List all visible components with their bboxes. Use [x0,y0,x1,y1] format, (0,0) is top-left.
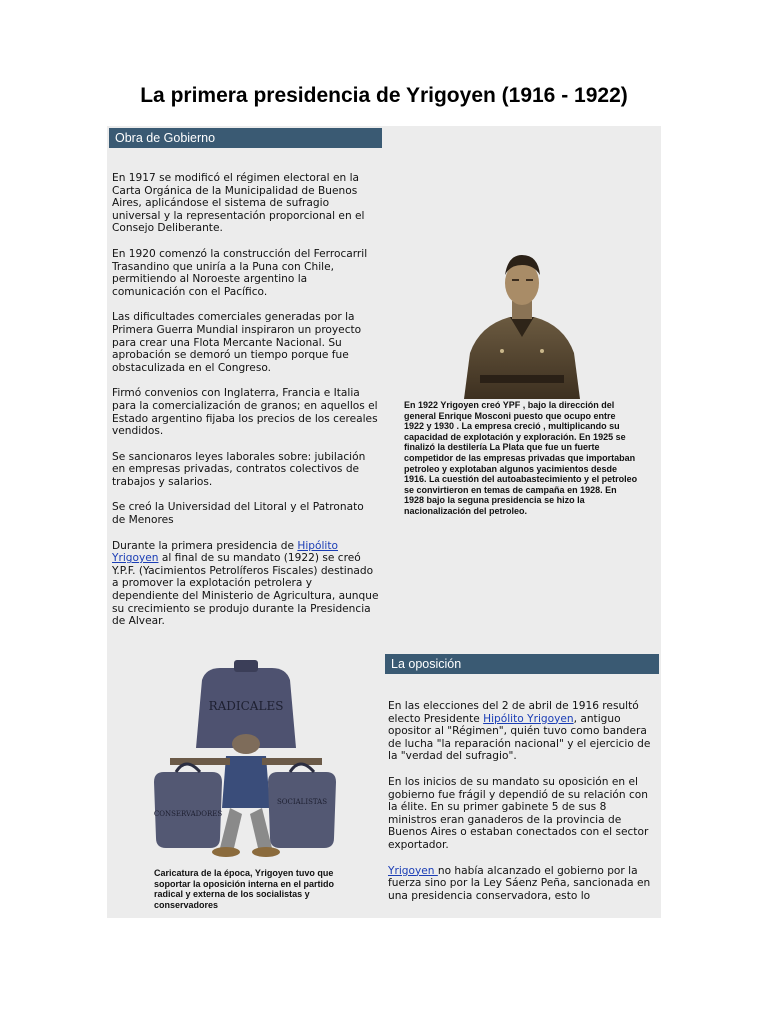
mosconi-caption: En 1922 Yrigoyen creó YPF , bajo la dirección del general Enrique Mosconi puesto que ocupo entre 1922 y 1930 . La empresa creció , multiplicando su capacidad de explotación y exploración. En 1925 se finalizó la destilería La Plata que fue un fuerte competidor de las empresas privadas que importaban petroleo y explotaban algunos yacimientos desde 1916. La cuestión del autoabastecimiento y el petroleo se convirtieron en temas de campaña en 1928. En 1928 bajo la seguna presidencia se hizo la nacionalización del petroleo. [404,400,638,516]
oposicion-paragraph: En los inicios de su mandato su oposición en el gobierno fue frágil y dependió de su relación con la élite. En su primer gabinete 5 de sus 8 ministros eran ganaderos de la provincia de Buenos Aires o estaban conectados con el sector exportador. [388,775,649,851]
obra-last-text: al final de su mandato (1922) se creó Y.P.F. (Yacimientos Petrolíferos Fiscales) destinado a promover la explotación petrolera y dependiente del Ministerio de Agricultura, aunque su crecimiento se produjo durante la Presidencia de Alvear. [112,552,379,628]
obra-paragraph: En 1920 comenzó la construcción del Ferrocarril Trasandino que uniría a la Puna con Chile, permitiendo al Noroeste argentino la comunicación con el Pacífico. [112,247,368,298]
oposicion-p3-text: no había alcanzado el gobierno por la fuerza sino por la Ley Sáenz Peña, sancionada en una presidencia conservadora, esto lo [388,864,651,902]
oposicion-p1-text: En las elecciones del 2 de abril de 1916 resultó electo Presidente [388,700,639,725]
obra-paragraph: Se sancionaros leyes laborales sobre: jubilación en empresas privadas, contratos colectivos de trabajos y salarios. [112,450,366,488]
obra-paragraph: Se creó la Universidad del Litoral y el Patronato de Menores [112,501,364,527]
oposicion-text [388,700,654,915]
caricature-caption: Caricatura de la época, Yrigoyen tuvo que soportar la oposición interna en el partido radical y externa de los socialistas y conservadores [154,868,335,910]
obra-last-text: Durante la primera presidencia de [112,539,298,552]
hipolito-yrigoyen-link[interactable]: Hipólito Yrigoyen [112,539,339,565]
oposicion-paragraph [388,865,654,903]
mosconi-photo [460,253,584,399]
obra-paragraph: En 1917 se modificó el régimen electoral en la Carta Orgánica de la Municipalidad de Buenos Aires, aplicándose el sistema de sufragio universal y la representación proporcional en el Consejo Deliberante. [112,172,365,235]
page-title: La primera presidencia de Yrigoyen (1916 - 1922) [140,84,628,107]
socialistas-label: SOCIALISTAS [276,798,328,806]
hipolito-yrigoyen-link[interactable]: Hipólito Yrigoyen [483,712,574,725]
conservadores-label: CONSERVADORES [153,810,223,818]
oposicion-paragraph [388,700,654,763]
radicales-label: RADICALES [208,699,284,713]
obra-paragraph [112,540,380,628]
caricature-image [150,658,340,864]
obra-paragraph: Firmó convenios con Inglaterra, Francia e Italia para la comercialización de granos; en aquellos el Estado argentino fijaba los precios de los cereales vendidos. [112,387,378,438]
oposicion-p1-text: , antiguo opositor al "Régimen", quién tuvo como bandera de lucha "la reparación nacional" y el ejercicio de la "verdad del sufragio". [388,712,651,763]
obra-text [112,172,380,641]
yrigoyen-link[interactable]: Yrigoyen [388,864,438,877]
obra-paragraph: Las dificultades comerciales generadas por la Primera Guerra Mundial inspiraron un proyecto para crear una Flota Mercante Nacional. Su aprobación se demoró un tiempo porque fue obstaculizada en el Congreso. [112,311,362,374]
oposicion-section-header: La oposición [385,654,659,674]
obra-section-header: Obra de Gobierno [109,128,382,148]
